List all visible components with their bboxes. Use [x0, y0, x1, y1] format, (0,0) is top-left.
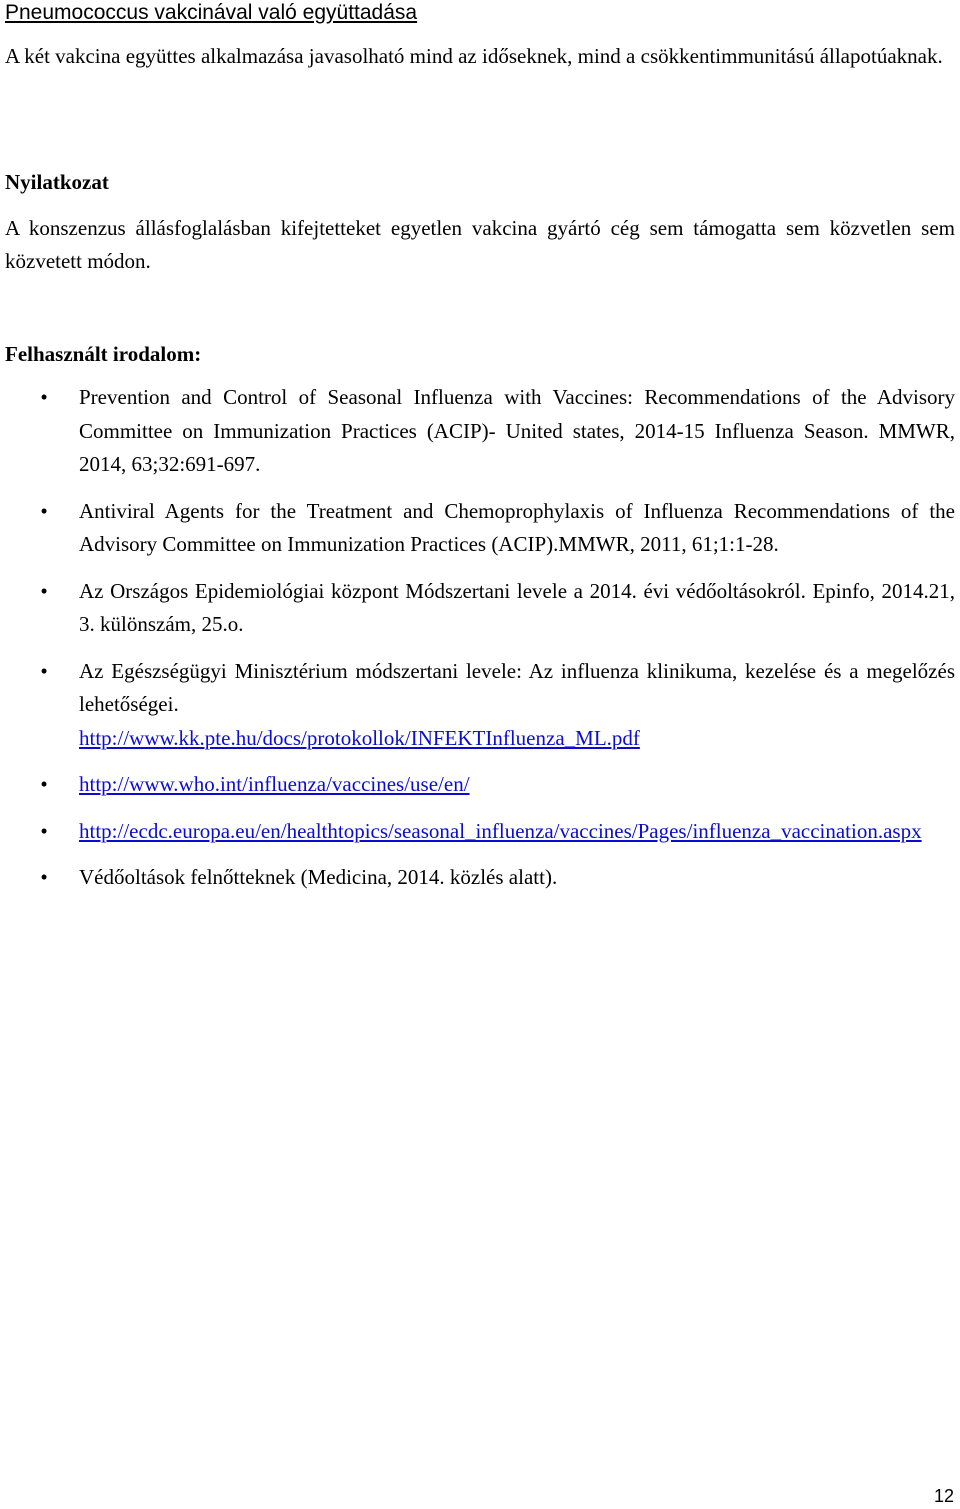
reference-item: [0, 815, 955, 849]
references-title: Felhasznált irodalom:: [5, 342, 202, 366]
reference-text: Az Egészségügyi Minisztérium módszertani levele: Az influenza klinikuma, kezelése és a megelőzés lehetőségei.: [79, 658, 955, 716]
reference-link[interactable]: http://ecdc.europa.eu/en/healthtopics/seasonal_influenza/vaccines/Pages/influenza_vaccination.aspx: [79, 818, 922, 843]
page-number: 12: [933, 1486, 954, 1506]
bullet-icon: •: [40, 865, 48, 889]
reference-text: Védőoltások felnőtteknek (Medicina, 2014. közlés alatt).: [79, 865, 558, 889]
reference-text: Az Országos Epidemiológiai központ Módszertani levele a 2014. évi védőoltásokról. Epinfo, 2014.21, 3. különszám, 25.o.: [79, 578, 955, 636]
section-title-pneumococcus: Pneumococcus vakcinával való együttadása: [5, 1, 418, 24]
reference-text: Antiviral Agents for the Treatment and Chemoprophylaxis of Influenza Recommendations of the Advisory Committee on Immunization Practices (ACIP).MMWR, 2011, 61;1:1-28.: [79, 498, 955, 556]
reference-link[interactable]: http://www.kk.pte.hu/docs/protokollok/INFEKTInfluenza_ML.pdf: [79, 725, 640, 750]
reference-link[interactable]: http://www.who.int/influenza/vaccines/use/en/: [79, 772, 470, 796]
section-title-declaration: Nyilatkozat: [5, 170, 109, 194]
reference-text: Prevention and Control of Seasonal Influenza with Vaccines: Recommendations of the Advisory Committee on Immunization Practices (ACIP)- United states, 2014-15 Influenza Season. MMWR, 2014, 63;32:691-697.: [79, 385, 955, 476]
paragraph-coadministration: A két vakcina együttes alkalmazása javasolható mind az időseknek, mind a csökkentimmunitású állapotúaknak.: [5, 44, 943, 68]
reference-item: [0, 575, 955, 642]
reference-item: [0, 495, 955, 562]
paragraph-declaration: A konszenzus állásfoglalásban kifejtetteket egyetlen vakcina gyártó cég sem támogatta sem közvetlen sem közvetett módon.: [5, 216, 955, 273]
bullet-icon: •: [40, 818, 48, 843]
reference-item: [0, 861, 955, 895]
reference-item: [0, 381, 955, 482]
bullet-icon: •: [40, 385, 48, 409]
bullet-icon: •: [40, 658, 48, 683]
reference-item: [0, 655, 955, 756]
reference-item: [0, 768, 955, 802]
bullet-icon: •: [40, 772, 48, 796]
bullet-icon: •: [40, 578, 48, 603]
references-list: [0, 381, 960, 895]
bullet-icon: •: [40, 498, 48, 523]
